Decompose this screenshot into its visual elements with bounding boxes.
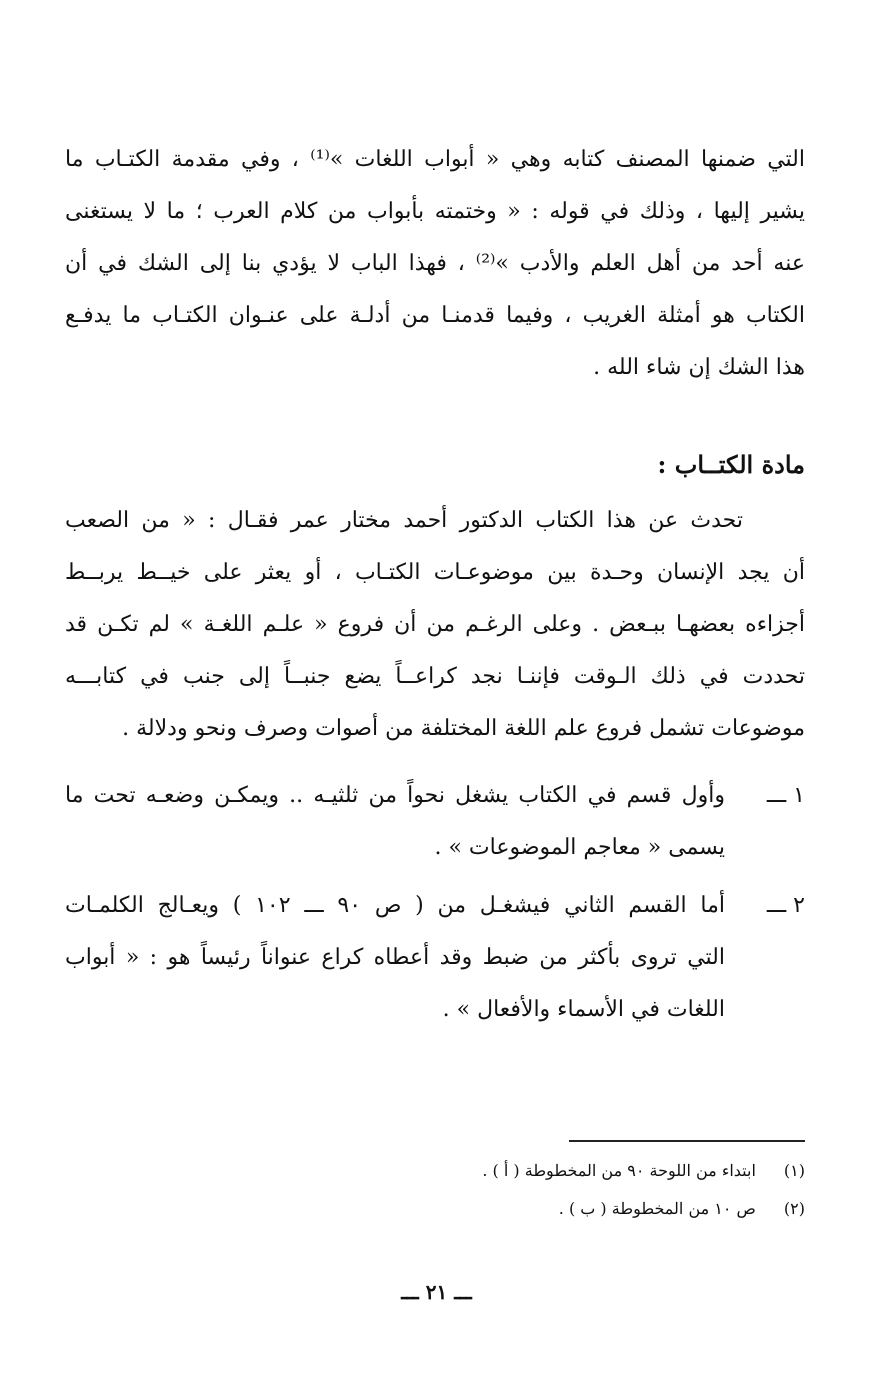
list-item <box>65 770 805 874</box>
paragraph-line: يشير إليها ، وذلك في قوله : « وختمته بأبواب من كلام العرب ؛ ما لا يستغنى <box>65 199 805 224</box>
intro-paragraph <box>65 134 805 394</box>
list-item-text <box>65 880 725 1036</box>
paragraph-line: عنه أحد من أهل العلم والأدب »⁽²⁾ ، فهذا الباب لا يؤدي بنا إلى الشك في أن <box>65 251 805 276</box>
paragraph-line: أن يجد الإنسان وحـدة بين موضوعـات الكتـاب ، أو يعثر على خيــط يربــط <box>65 560 805 585</box>
paragraph-line: التي ضمنها المصنف كتابه وهي « أبواب اللغات »⁽¹⁾ ، وفي مقدمة الكتـاب ما <box>65 147 806 172</box>
list-item-text <box>65 770 725 874</box>
list-item-line: أما القسم الثاني فيشغـل من ( ص ٩٠ ـــ ١٠٢ ) ويعـالج الكلمـات <box>65 893 726 918</box>
list-item-number: ٢ ـــ <box>766 893 805 918</box>
footnote-text: ابتداء من اللوحة ٩٠ من المخطوطة ( أ ) . <box>482 1161 756 1180</box>
paragraph-line: موضوعات تشمل فروع علم اللغة المختلفة من أصوات وصرف ونحو ودلالة . <box>122 716 805 741</box>
section-heading: مادة الكتــاب : <box>657 450 805 479</box>
paragraph-line: الكتاب هو أمثلة الغريب ، وفيما قدمنـا من أدلـة على عنـوان الكتـاب ما يدفـع <box>65 303 805 328</box>
list-item-line: يسمى « معاجم الموضوعات » . <box>434 835 725 860</box>
footnote-divider <box>569 1140 805 1142</box>
footnote-text: ص ١٠ من المخطوطة ( ب ) . <box>558 1199 756 1218</box>
list-item <box>65 880 805 1036</box>
paragraph-line: أجزاءه بعضهـا ببـعض . وعلى الرغـم من أن فروع « علـم اللغـة » لم تكـن قد <box>65 612 805 637</box>
footnote-marker: (١) <box>783 1161 805 1180</box>
footnote-marker: (٢) <box>783 1199 805 1218</box>
footnote <box>65 1152 805 1190</box>
paragraph-line: تحددت في ذلك الـوقت فإننـا نجد كراعــاً يضع جنبــاً إلى جنب في كتابـــه <box>65 664 805 689</box>
list-item-number: ١ ـــ <box>766 783 805 808</box>
footnote <box>65 1190 805 1228</box>
list-item-line: اللغات في الأسماء والأفعال » . <box>442 997 725 1022</box>
list-item-line: وأول قسم في الكتاب يشغل نحواً من ثلثيـه .. ويمكـن وضعـه تحت ما <box>65 783 725 808</box>
section-paragraph <box>65 495 805 755</box>
list-item-line: التي تروى بأكثر من ضبط وقد أعطاه كراع عنواناً رئيساً هو : « أبواب <box>65 945 725 970</box>
paragraph-line: هذا الشك إن شاء الله . <box>593 355 805 380</box>
page-number: ـــ ٢١ ـــ <box>401 1280 472 1304</box>
footnotes <box>65 1152 805 1228</box>
paragraph-line: تحدث عن هذا الكتاب الدكتور أحمد مختار عمر فقـال : « من الصعب <box>65 508 743 533</box>
